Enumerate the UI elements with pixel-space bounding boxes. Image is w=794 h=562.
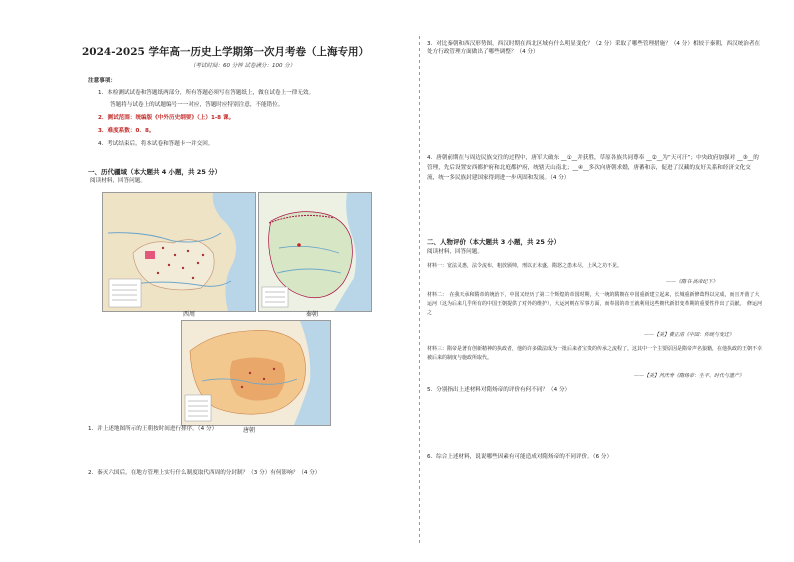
material-2-source: ——【美】费正清《中国：传统与变迁》	[644, 332, 735, 338]
note-item: 1．本检测试试卷和答题纸两部分，所有答题必须写在答题纸上，做在试卷上一律无效。	[98, 90, 315, 96]
map-qin-image	[259, 193, 371, 311]
section1-heading: 一、历代疆域（本大题共 4 小题，共 25 分）	[88, 168, 222, 176]
map-caption: 秦朝	[306, 311, 319, 318]
question-5: 5．分别指出上述材料对隋炀帝的评价有何不同？（4 分）	[427, 387, 571, 393]
map-western-zhou-image	[103, 193, 255, 311]
note-item: 2．测试范围：统编版《中外历史纲要》（上）1-8 课。	[98, 115, 235, 121]
notes-heading: 注意事项：	[88, 78, 116, 84]
material-3-source: ——【美】芮沃寿《隋炀帝：生平、时代与遗产》	[634, 373, 745, 379]
question-2: 2．秦灭六国后，在地方管理上实行什么制度取代西周的分封制？（3 分）有何影响？（4 分）	[88, 470, 321, 476]
question-4: 4．唐朝前期在与周边民族交往的过程中，唐军大破东 __①__并获胜，草原各族共同尊奉 __②__为“天可汗”；中央政府加强对 __③__的管理，先后设置安西都护府和北庭都护府，统辖天山南北；__④__多次向唐朝求婚，唐蕃和亲，促进了汉藏的友好关系和经济文化交流，统一多民族封建国家得到进一步巩固和发展。（4 分）	[427, 155, 759, 181]
question-3: 3．对比秦朝和西汉形势图，西汉时期在西北区域有什么明显变化？（2 分）采取了哪些管理措施？（4 分）相较于秦朝，西汉统治者在处方行政管理方面做出了哪些调整？（4 分）	[427, 41, 761, 55]
note-item: 4．考试结束后，将本试卷和答题卡一并交回。	[98, 141, 214, 147]
note-item: 3．难度系数：0．8。	[98, 128, 155, 134]
material-3: 材料三：隋帝是著有创新精神的执政者，他的许多做法成为一批后来者宝贵的传承之流程了。这其中一个主要原因是隋帝声名狼籍，在他执政的王朝不幸被后来的制度与施政所取代。	[427, 346, 763, 361]
map-caption: 西周	[183, 311, 196, 318]
map-qin	[258, 192, 372, 312]
material-2: 材料二： 在我天承和隋帝的统治下，中国又经历了第二个辉煌的帝国时期，大一统的隋朝在中国重新建立起来，长城重新修葺得以完成，而且开凿了大运河（这为后来几乎所有的中国王朝提供了对外的维护），大运河则在军事方面，而奉国的帝王就利用这些朝代新旧变革期的重要性作出了贡献。 修运河之	[427, 292, 762, 316]
map-western-zhou	[102, 192, 256, 312]
question-6: 6．综合上述材料，说说哪些因素有可能造成对隋炀帝的不同评价。（6 分）	[427, 454, 613, 460]
map-tang-image	[182, 321, 330, 425]
map-caption: 唐朝	[243, 427, 256, 434]
question-1: 1．并上述地图所示的王朝按时间进行排序。（4 分）	[88, 426, 218, 432]
map-tang	[181, 320, 331, 426]
exam-subtitle: （考试时间：60 分钟 试卷满分：100 分）	[190, 63, 296, 69]
material-1-source: ——《隋书·高帝纪下》	[666, 279, 718, 285]
material-1: 材料一：宽法灵惠，法令流布，粗放颁帅，刑以正未盛，隋怒之患未尽，上风之功不见。	[427, 263, 623, 269]
note-item: 答题将与试卷上的试题编号一一对应，答题时应特别注意，不能错位。	[110, 102, 284, 108]
exam-title: 2024-2025 学年高一历史上学期第一次月考卷（上海专用）	[82, 46, 369, 58]
section2-heading: 二、人物评价（本大题共 3 小题，共 25 分）	[427, 238, 561, 246]
section1-intro: 阅读材料，回答问题。	[90, 178, 146, 184]
page-divider	[419, 36, 420, 546]
section2-intro: 阅读材料，回答问题。	[427, 249, 483, 255]
